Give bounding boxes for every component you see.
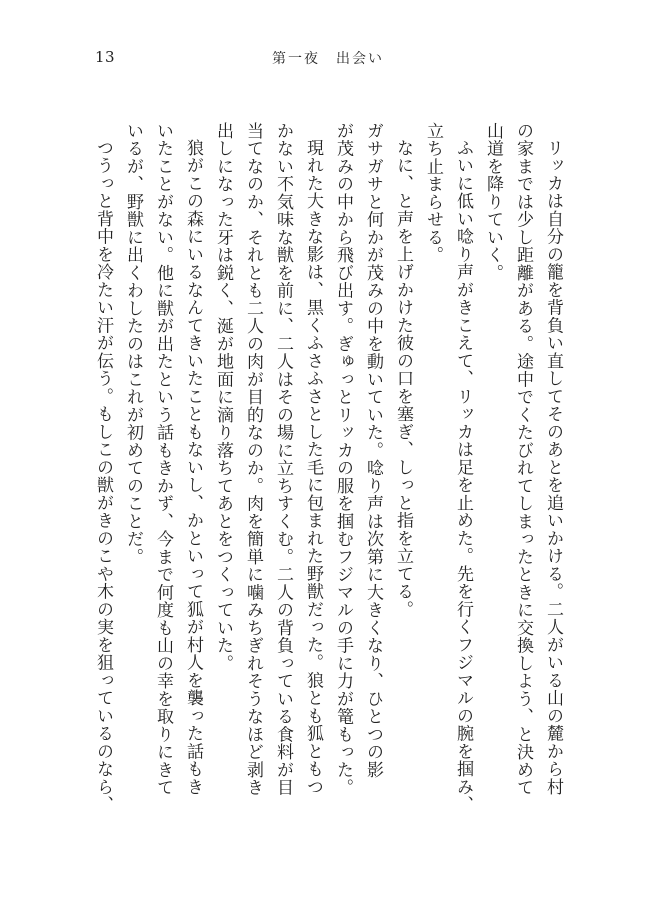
paragraph: ガサガサと何かが茂みの中を動いていた。唸り声は次第に大きくなり、ひとつの影 が茂みの中から飛び出す。ぎゅっとリッカの服を掴むフジマルの手に力が篭もった。 — [333, 122, 383, 797]
paragraph: リッカは自分の籠を背負い直してそのあとを追いかける。二人がいる山の麓から村 の家までは少し距離がある。途中でくたびれてしまったときに交換しよう、と決めて 山道を降りていく。 — [483, 122, 563, 797]
page-number: 13 — [95, 48, 116, 66]
running-header: 第一夜 出会い — [272, 51, 384, 67]
paragraph: 現れた大きな影は、黒くふさふさとした毛に包まれた野獣だった。狼とも狐ともつ かない不気味な獣を前に、二人はその場に立ちすくむ。二人の背負っている食料が目 当てなのか、それとも二人の肉が目的なのか。肉を簡単に噛みちぎれそうなほど剥き 出しになった牙は鋭く、涎が地面に滴り落ちてあとをつくっていた。 — [213, 122, 323, 797]
paragraph: 狼がこの森にいるなんてきいたこともないし、かといって狐が村人を襲った話もき いたことがない。他に獣が出たという話もきかず、今まで何度も山の幸を取りにきて いるが、野獣に出くわしたのはこれが初めてのことだ。 — [123, 122, 203, 797]
paragraph: ふいに低い唸り声がきこえて、リッカは足を止めた。先を行くフジマルの腕を掴み、 立ち止まらせる。 — [423, 122, 473, 814]
paragraph: なに、と声を上げかけた彼の口を塞ぎ、しっと指を立てる。 — [393, 139, 413, 619]
body-text — [92, 122, 568, 870]
paragraph: つうっと背中を冷たい汗が伝う。もしこの獣がきのこや木の実を狙っているのなら、 — [93, 139, 113, 814]
